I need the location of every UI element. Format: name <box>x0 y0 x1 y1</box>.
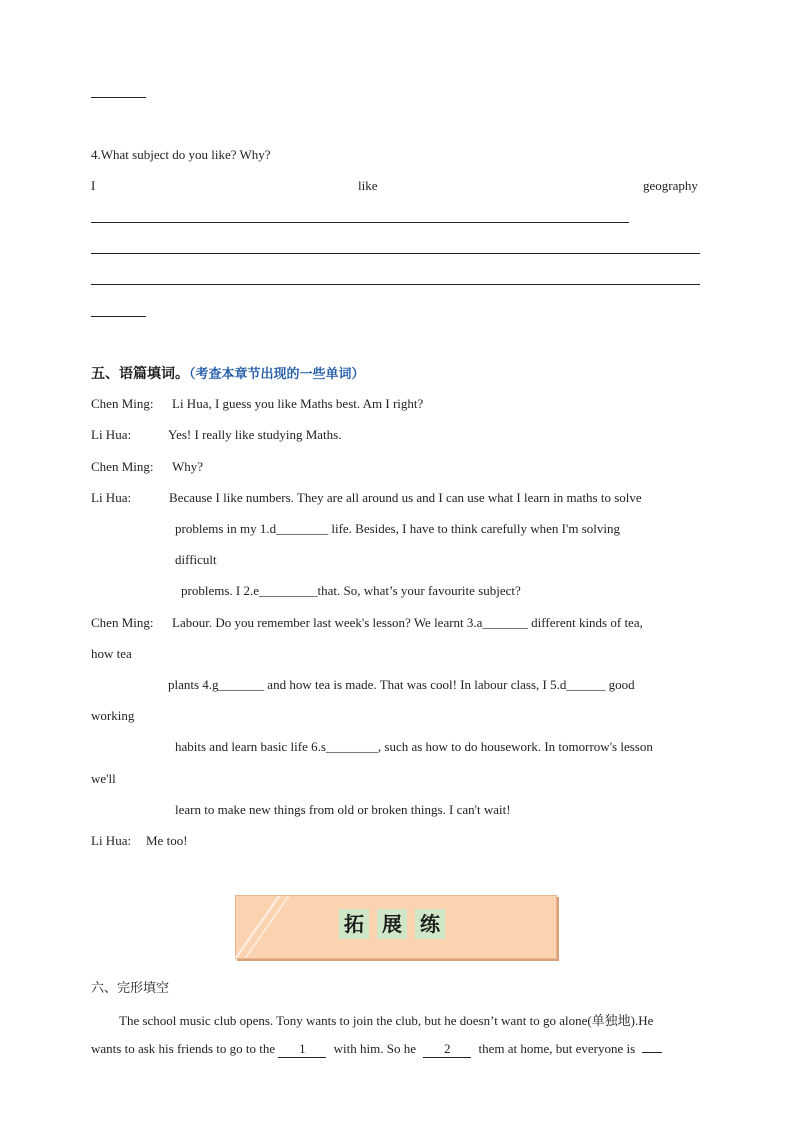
dialog-text: Li Hua, I guess you like Maths best. Am I right? <box>172 396 424 411</box>
answer-word-1: I <box>91 178 96 193</box>
cloze-paragraph-line2 <box>91 1041 662 1058</box>
dialog-text: problems. I 2.e_________that. So, what’s your favourite subject? <box>181 583 521 598</box>
banner-char: 拓 <box>339 909 369 939</box>
banner-decoration <box>234 896 280 958</box>
answer-line-4 <box>91 316 146 317</box>
dialog-text: Why? <box>172 459 204 474</box>
banner-char: 展 <box>377 909 407 939</box>
cloze-text: with him. So he <box>333 1041 416 1056</box>
cloze-blank-2[interactable]: 2 <box>423 1041 471 1058</box>
question-4: 4.What subject do you like? Why? <box>91 147 271 162</box>
dialog-text: Yes! I really like studying Maths. <box>168 427 342 442</box>
answer-word-2: like <box>358 178 378 193</box>
dialog-text: habits and learn basic life 6.s________, such as how to do housework. In tomorrow's lesson <box>175 739 653 754</box>
answer-line-1 <box>91 222 629 223</box>
dialog-speaker: Chen Ming: <box>91 396 154 411</box>
cloze-blank-3[interactable] <box>642 1052 662 1053</box>
cloze-blank-1[interactable]: 1 <box>278 1041 326 1058</box>
cloze-paragraph-line1: The school music club opens. Tony wants to join the club, but he doesn’t want to go alone(单独地).He <box>119 1013 654 1028</box>
cloze-text: them at home, but everyone is <box>478 1041 636 1056</box>
section5-title: 五、语篇填词。 <box>91 366 189 382</box>
section5-hint: （考查本章节出现的一些单词） <box>189 367 365 382</box>
cloze-text: wants to ask his friends to go to the <box>91 1041 276 1056</box>
banner-char: 练 <box>415 909 445 939</box>
section6-title: 六、完形填空 <box>91 981 170 996</box>
dialog-text: we'll <box>91 771 116 786</box>
dialog-text: how tea <box>91 646 132 661</box>
answer-line-2 <box>91 253 700 254</box>
dialog-text: Because I like numbers. They are all around us and I can use what I learn in maths to solve <box>169 490 642 505</box>
dialog-text: learn to make new things from old or broken things. I can't wait! <box>175 802 511 817</box>
answer-line-3 <box>91 284 700 285</box>
dialog-speaker: Chen Ming: <box>91 615 154 630</box>
dialog-speaker: Li Hua: <box>91 490 132 505</box>
dialog-speaker: Li Hua: <box>91 427 132 442</box>
answer-line-short-top <box>91 97 146 98</box>
extension-practice-banner <box>235 895 557 959</box>
dialog-text: difficult <box>175 552 217 567</box>
section5-heading <box>91 363 365 383</box>
banner-decoration <box>244 896 289 958</box>
dialog-speaker: Li Hua: <box>91 833 132 848</box>
dialog-text: Me too! <box>146 833 188 848</box>
dialog-speaker: Chen Ming: <box>91 459 154 474</box>
dialog-text: Labour. Do you remember last week's lesson? We learnt 3.a_______ different kinds of tea, <box>172 615 643 630</box>
dialog-text: plants 4.g_______ and how tea is made. That was cool! In labour class, I 5.d______ good <box>168 677 635 692</box>
dialog-text: problems in my 1.d________ life. Besides, I have to think carefully when I'm solving <box>175 521 620 536</box>
dialog-text: working <box>91 708 135 723</box>
answer-word-3: geography <box>643 178 698 193</box>
